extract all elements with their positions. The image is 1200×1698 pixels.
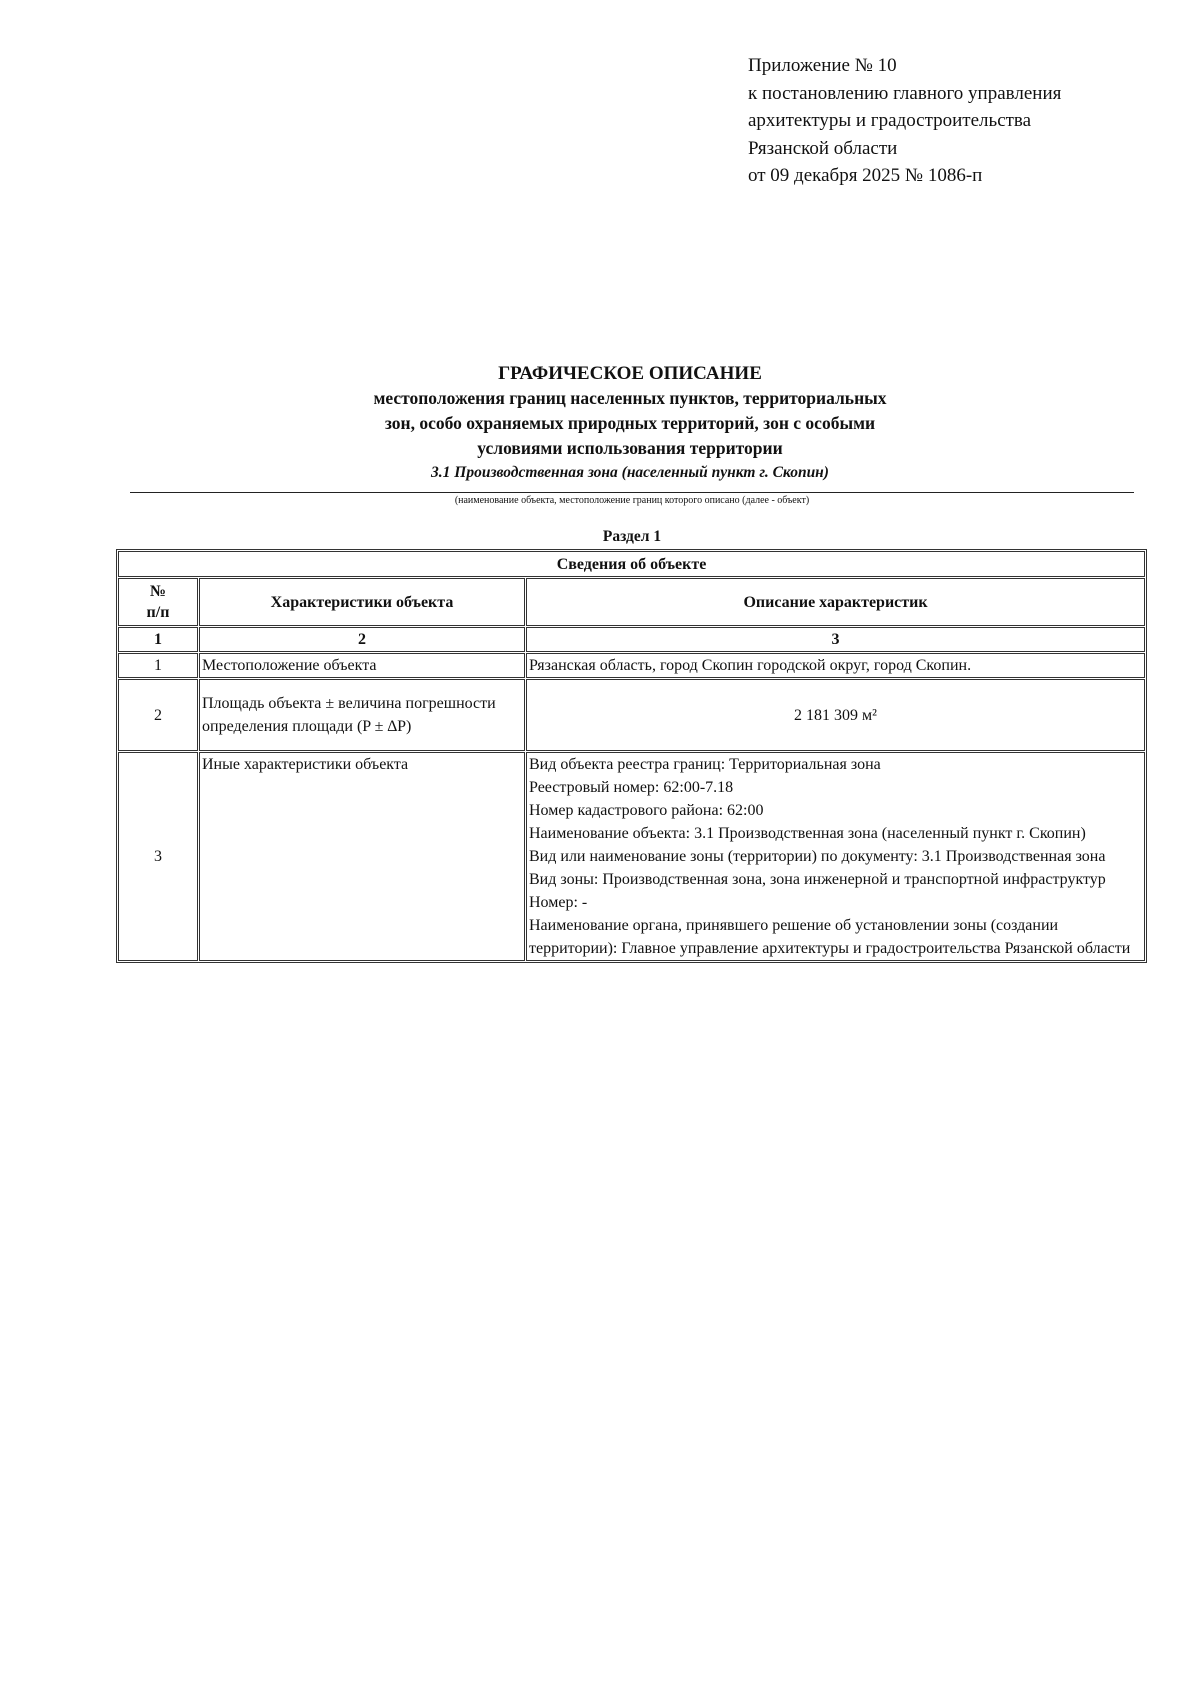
section-label: Раздел 1 xyxy=(602,528,662,545)
table-row xyxy=(118,679,1145,751)
document-subtitle-line: местоположения границ населенных пунктов, территориальных xyxy=(373,388,887,408)
appendix-line: архитектуры и градостроительства xyxy=(748,110,1032,131)
description-item: Наименование органа, принявшего решение об установлении зоны (создании территории): Главное управление архитектуры и градостроительства Рязанской области xyxy=(529,917,1131,957)
row-number: 1 xyxy=(118,653,198,678)
document-title: ГРАФИЧЕСКОЕ ОПИСАНИЕ xyxy=(498,363,762,384)
row-characteristic: Площадь объекта ± величина погрешности определения площади (P ± ∆P) xyxy=(199,679,525,751)
row-characteristic: Местоположение объекта xyxy=(199,653,525,678)
object-info-table xyxy=(116,549,1147,963)
table-caption: Сведения об объекте xyxy=(118,551,1145,577)
column-number: 1 xyxy=(118,627,198,652)
header-characteristic: Характеристики объекта xyxy=(199,578,525,626)
row-description: Рязанская область, город Скопин городской округ, город Скопин. xyxy=(526,653,1145,678)
table-row xyxy=(118,752,1145,961)
column-number-row xyxy=(118,627,1145,652)
description-item: Номер кадастрового района: 62:00 xyxy=(529,802,764,819)
appendix-line: Приложение № 10 xyxy=(748,55,897,76)
appendix-line: к постановлению главного управления xyxy=(748,82,1062,104)
table-row xyxy=(118,653,1145,678)
row-description: 2 181 309 м² xyxy=(526,679,1145,751)
row-number: 3 xyxy=(118,752,198,961)
object-name-caption: (наименование объекта, местоположение границ которого описано (далее - объект) xyxy=(454,495,810,506)
row-number: 2 xyxy=(118,679,198,751)
table-header-row xyxy=(118,578,1145,626)
appendix-line: Рязанской области xyxy=(748,137,898,159)
appendix-header xyxy=(748,52,1061,190)
object-name-underline xyxy=(130,492,1134,493)
table-caption-row xyxy=(118,551,1145,577)
description-item: Вид зоны: Производственная зона, зона инженерной и транспортной инфраструктур xyxy=(529,871,1106,888)
appendix-line: от 09 декабря 2025 № 1086-п xyxy=(748,165,983,186)
header-num-text: № п/п xyxy=(146,583,170,621)
header-description: Описание характеристик xyxy=(526,578,1145,626)
description-item: Вид или наименование зоны (территории) по документу: 3.1 Производственная зона xyxy=(529,848,1106,865)
description-item: Наименование объекта: 3.1 Производственная зона (населенный пункт г. Скопин) xyxy=(529,825,1086,842)
object-name: 3.1 Производственная зона (населенный пункт г. Скопин) xyxy=(431,464,829,481)
row-characteristic: Иные характеристики объекта xyxy=(199,752,525,961)
column-number: 2 xyxy=(199,627,525,652)
row-description xyxy=(526,752,1145,961)
document-subtitle-line: условиями использования территории xyxy=(477,438,783,458)
column-number: 3 xyxy=(526,627,1145,652)
description-item: Вид объекта реестра границ: Территориальная зона xyxy=(529,756,881,773)
description-item: Реестровый номер: 62:00-7.18 xyxy=(529,779,734,796)
header-num xyxy=(118,578,198,626)
document-subtitle-line: зон, особо охраняемых природных территорий, зон с особыми xyxy=(384,413,876,433)
description-item: Номер: - xyxy=(529,894,588,911)
document-title-block xyxy=(130,362,1130,484)
